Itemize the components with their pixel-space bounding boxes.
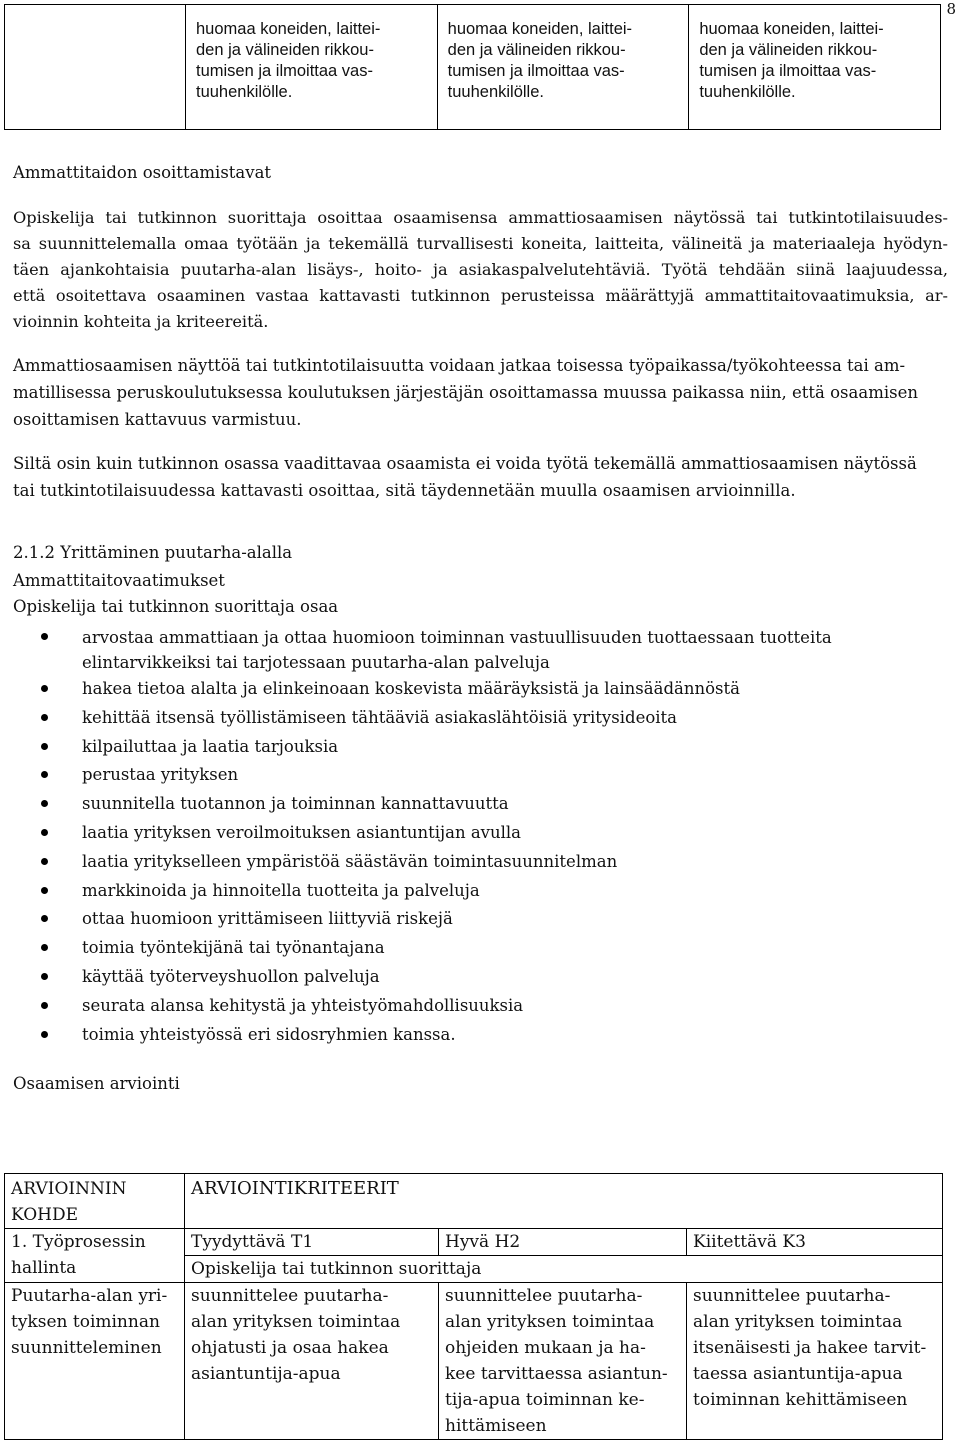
- bullet-icon: [41, 743, 48, 750]
- list-item: [13, 905, 948, 934]
- paragraph-line: täen ajankohtaisia puutarha-alan lisäys-, hoito- ja asiakaspalvelutehtäviä. Työtä tehdään siinä laajuudessa,: [13, 260, 948, 279]
- process-title-cell: [5, 1229, 185, 1283]
- requirements-heading: Ammattitaitovaatimukset: [13, 571, 225, 590]
- list-item-text: hakea tietoa alalta ja elinkeinoaan koskevista määräyksistä ja lainsäädännöstä: [82, 679, 740, 698]
- level-label: Kiitettävä K3: [693, 1232, 806, 1252]
- process-title-line: hallinta: [11, 1258, 77, 1278]
- criteria-line: itsenäisesti ja hakee tarvit-: [693, 1338, 927, 1358]
- bullet-icon: [41, 633, 48, 640]
- subsection-title: 2.1.2 Yrittäminen puutarha-alalla: [13, 543, 293, 562]
- bullet-icon: [41, 1002, 48, 1009]
- level-cell-t1: [185, 1229, 439, 1256]
- list-item-text: markkinoida ja hinnoitella tuotteita ja palveluja: [82, 880, 480, 900]
- bullet-icon: [41, 858, 48, 865]
- bullet-icon: [41, 771, 48, 778]
- paragraph-supplementary-assessment: [13, 450, 948, 504]
- criteria-line: kee tarvittaessa asiantun-: [445, 1364, 668, 1384]
- list-item-text: perustaa yrityksen: [82, 765, 239, 785]
- bullet-icon: [41, 829, 48, 836]
- bullet-icon: [41, 685, 48, 692]
- target-line: tyksen toiminnan: [11, 1312, 160, 1332]
- paragraph-line: matillisessa peruskoulutuksessa koulutuksen järjestäjän osoittamassa muussa paikassa niin, että osaamisen: [13, 383, 918, 402]
- criteria-line: ohjeiden mukaan ja ha-: [445, 1338, 646, 1358]
- bullet-icon: [41, 973, 48, 980]
- list-item-text: kehittää itsensä työllistämiseen tähtääviä asiakaslähtöisiä yritysideoita: [82, 707, 678, 727]
- top-table-cell: [437, 5, 689, 130]
- assessment-heading: Osaamisen arviointi: [13, 1074, 180, 1094]
- level-intro: Opiskelija tai tutkinnon suorittaja: [191, 1259, 482, 1279]
- list-item: [13, 992, 948, 1021]
- bullet-icon: [41, 1031, 48, 1038]
- list-item: [13, 704, 948, 733]
- list-item: [13, 934, 948, 963]
- list-item-text: toimia työntekijänä tai työnantajana: [82, 938, 385, 958]
- cell-line: huomaa koneiden, laittei-: [699, 20, 884, 38]
- bullet-icon: [41, 887, 48, 894]
- cell-line: tumisen ja ilmoittaa vas-: [447, 62, 625, 80]
- criteria-line: taessa asiantuntija-apua: [693, 1364, 903, 1384]
- list-item: [13, 623, 948, 675]
- assessment-table: [4, 1173, 943, 1440]
- criteria-line: tija-apua toiminnan ke-: [445, 1390, 645, 1410]
- criteria-line: asiantuntija-apua: [191, 1364, 341, 1384]
- paragraph-line: vioinnin kohteita ja kriteereitä.: [13, 312, 269, 331]
- list-item: [13, 733, 948, 762]
- cell-line: tuuhenkilölle.: [699, 83, 796, 101]
- criteria-line: suunnittelee puutarha-: [445, 1286, 643, 1306]
- criteria-line: alan yrityksen toimintaa: [191, 1312, 401, 1332]
- document-body: [13, 150, 948, 1097]
- list-item: [13, 1021, 948, 1050]
- level-cell-k3: [687, 1229, 943, 1256]
- target-line: suunnitteleminen: [11, 1338, 162, 1358]
- header-line: ARVIOINNIN: [11, 1179, 127, 1199]
- header-line: KOHDE: [11, 1205, 79, 1225]
- paragraph-demonstration-methods: [13, 205, 948, 335]
- criteria-line: alan yrityksen toimintaa: [693, 1312, 903, 1332]
- list-item: [13, 963, 948, 992]
- top-table-cell: [689, 5, 941, 130]
- cell-line: den ja välineiden rikkou-: [699, 41, 878, 59]
- criteria-cell-t1: [185, 1283, 439, 1440]
- level-intro-cell: [185, 1256, 943, 1283]
- target-header-cell: [5, 1174, 185, 1229]
- criteria-line: alan yrityksen toimintaa: [445, 1312, 655, 1332]
- page-number: 8: [946, 0, 956, 18]
- list-item-text: seurata alansa kehitystä ja yhteistyömahdollisuuksia: [82, 995, 524, 1015]
- paragraph-line: Opiskelija tai tutkinnon suorittaja osoittaa osaamisensa ammattiosaamisen näytössä tai tutkintotilaisuudes-: [13, 208, 948, 227]
- level-cell-h2: [439, 1229, 687, 1256]
- table-header-row: [5, 1174, 943, 1229]
- list-item-text: suunnitella tuotannon ja toiminnan kannattavuutta: [82, 794, 509, 814]
- criteria-header-cell: [185, 1174, 943, 1229]
- target-line: Puutarha-alan yri-: [11, 1286, 168, 1306]
- criteria-line: suunnittelee puutarha-: [191, 1286, 389, 1306]
- cell-line: huomaa koneiden, laittei-: [447, 20, 633, 38]
- list-item-text: laatia yrityksen veroilmoituksen asiantuntijan avulla: [82, 822, 521, 842]
- list-item: [13, 675, 948, 704]
- paragraph-line: Ammattiosaamisen näyttöä tai tutkintotilaisuutta voidaan jatkaa toisessa työpaikassa/työkohteessa tai am-: [13, 356, 906, 375]
- criteria-line: hittämiseen: [445, 1416, 547, 1436]
- criteria-line: suunnittelee puutarha-: [693, 1286, 891, 1306]
- requirements-intro: Opiskelija tai tutkinnon suorittaja osaa: [13, 597, 339, 616]
- bullet-icon: [41, 944, 48, 951]
- paragraph-line: tai tutkintotilaisuudessa kattavasti osoittaa, sitä täydennetään muulla osaamisen arvioinnilla.: [13, 481, 796, 500]
- cell-line: den ja välineiden rikkou-: [196, 41, 374, 59]
- cell-line: den ja välineiden rikkou-: [447, 41, 626, 59]
- top-table-row: [5, 5, 941, 130]
- list-item: [13, 877, 948, 906]
- list-item-text: ottaa huomioon yrittämiseen liittyviä riskejä: [82, 909, 453, 929]
- bullet-icon: [41, 800, 48, 807]
- cell-line: tumisen ja ilmoittaa vas-: [196, 62, 373, 80]
- criteria-cell-h2: [439, 1283, 687, 1440]
- section-heading: Ammattitaidon osoittamistavat: [13, 163, 272, 182]
- list-item-line: arvostaa ammattiaan ja ottaa huomioon toiminnan vastuullisuuden tuottaessaan tuotteita: [82, 628, 832, 647]
- bullet-icon: [41, 714, 48, 721]
- process-title-line: 1. Työprosessin: [11, 1232, 146, 1252]
- list-item-text: käyttää työterveyshuollon palveluja: [82, 966, 380, 986]
- level-label: Hyvä H2: [445, 1232, 521, 1252]
- list-item-text: laatia yritykselleen ympäristöä säästävän toimintasuunnitelman: [82, 851, 618, 871]
- level-label: Tyydyttävä T1: [191, 1232, 314, 1252]
- cell-line: huomaa koneiden, laittei-: [196, 20, 381, 38]
- criteria-line: ohjatusti ja osaa hakea: [191, 1338, 389, 1358]
- paragraph-line: osoittamisen kattavuus varmistuu.: [13, 410, 302, 429]
- bullet-icon: [41, 915, 48, 922]
- paragraph-line: sa suunnittelemalla omaa työtään ja tekemällä turvallisesti koneita, laitteita, välineitä ja materiaaleja hyödyn-: [13, 234, 948, 253]
- target-cell: [5, 1283, 185, 1440]
- top-table-empty-cell: [5, 5, 186, 130]
- paragraph-line: Siltä osin kuin tutkinnon osassa vaadittavaa osaamista ei voida työtä tekemällä ammattiosaamisen näytössä: [13, 454, 917, 473]
- requirements-list: [13, 623, 948, 1049]
- criteria-line: toiminnan kehittämiseen: [693, 1390, 908, 1410]
- cell-line: tuuhenkilölle.: [447, 83, 544, 101]
- criteria-cell-k3: [687, 1283, 943, 1440]
- list-item: [13, 790, 948, 819]
- list-item: [13, 848, 948, 877]
- paragraph-line: että osoitettava osaaminen vastaa kattavasti tutkinnon perusteissa määrättyjä ammattitaitovaatimuksia, ar-: [13, 286, 948, 305]
- cell-line: tuuhenkilölle.: [196, 83, 293, 101]
- list-item: [13, 819, 948, 848]
- list-item: [13, 761, 948, 790]
- list-item-text: kilpailuttaa ja laatia tarjouksia: [82, 736, 339, 756]
- list-item-line: elintarvikkeiksi tai tarjotessaan puutarha-alan palveluja: [82, 653, 550, 672]
- table-row: [5, 1283, 943, 1440]
- cell-line: tumisen ja ilmoittaa vas-: [699, 62, 877, 80]
- table-row-levels: [5, 1229, 943, 1256]
- list-item-text: toimia yhteistyössä eri sidosryhmien kanssa.: [82, 1024, 456, 1044]
- top-table-cell: [186, 5, 438, 130]
- paragraph-continuation: [13, 352, 948, 433]
- criteria-header: ARVIOINTIKRITEERIT: [191, 1178, 399, 1199]
- top-table-fragment: [4, 4, 941, 130]
